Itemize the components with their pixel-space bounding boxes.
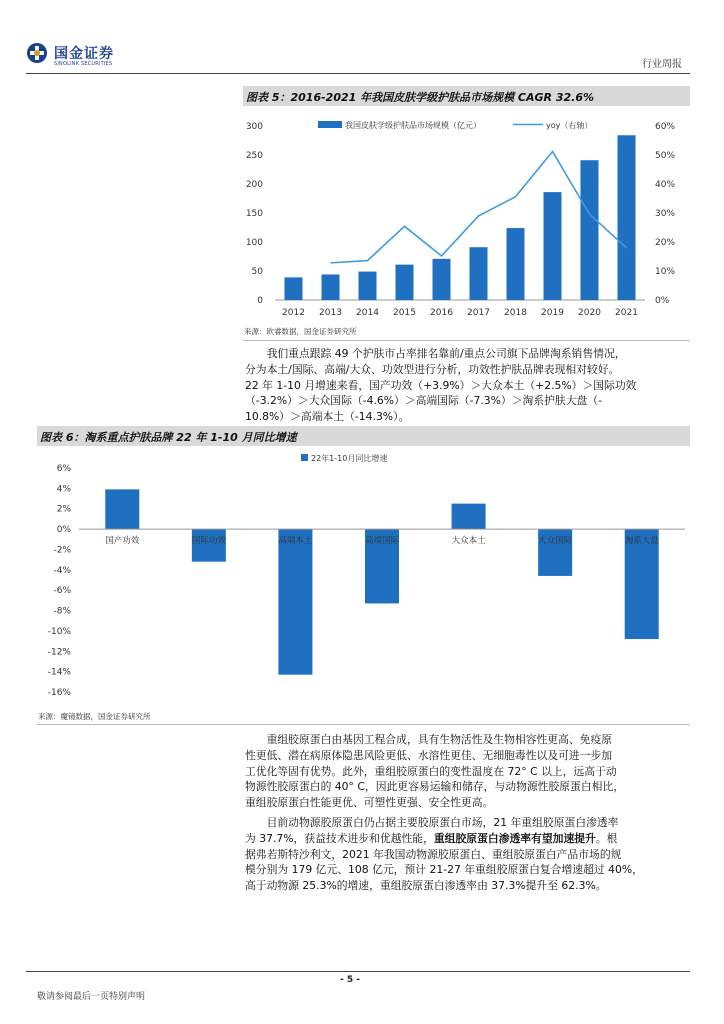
paragraph-line: （-3.2%）＞大众国际（-4.6%）＞高端国际（-7.3%）＞淘系护肤大盘（- [245,394,602,408]
x-tick-label: 2018 [504,308,527,318]
x-tick-label: 2013 [319,308,342,318]
text-run: 为 37.7%，获益技术进步和优越性能， [245,831,434,845]
x-tick-label: 淘系大盘 [624,536,659,547]
figure5-title-bar [243,86,690,106]
figure5-source: 来源：欧睿数据，国金证券研究所 [244,327,357,336]
y-tick-label: -8% [53,606,71,617]
x-tick-label: 2016 [430,308,453,318]
paragraph-line: 高于动物源 25.3%的增速，重组胶原蛋白渗透率由 37.3%提升至 62.3%。 [245,879,607,893]
logo-chinese-name: 国金证券 [54,46,114,62]
y-right-tick-label: 10% [655,267,676,277]
y-tick-label: -6% [53,586,71,597]
y-left-tick-label: 100 [245,238,263,248]
x-tick-label: 2021 [615,308,638,318]
paragraph-line: 模分别为 179 亿元、108 亿元，预计 21-27 年重组胶原蛋白复合增速超过 40%， [245,863,643,877]
market-size-bar [359,272,377,300]
y-tick-label: 2% [56,504,71,515]
y-tick-label: -4% [53,565,71,576]
growth-bar [278,529,312,675]
logo-english-name: SINOLINK SECURITIES [54,61,113,67]
x-tick-label: 大众国际 [538,536,573,547]
y-tick-label: -12% [47,647,71,658]
logo-mark-icon [26,42,48,64]
figure5-rule [243,340,690,341]
legend-bar-label: 我国皮肤学级护肤品市场规模（亿元） [345,121,481,130]
y-left-tick-label: 200 [245,180,263,190]
paragraph-line: 10.8%）＞高端本土（-14.3%）。 [245,410,410,424]
page-number: - 5 - [340,975,360,985]
paragraph-recombinant-collagen [245,732,690,811]
report-category: 行业周报 [642,59,682,70]
y-left-tick-label: 250 [245,151,263,161]
paragraph-brand-growth [245,346,690,425]
paragraph-line: 目前动物源胶原蛋白仍占据主要胶原蛋白市场，21 年重组胶原蛋白渗透率 [266,816,619,829]
market-size-bar [285,277,303,300]
x-tick-label: 2020 [578,308,601,318]
market-size-bar [470,247,488,300]
legend-line-label: yoy（右轴） [546,121,593,130]
x-tick-label: 2015 [393,308,416,318]
paragraph-line [245,831,690,847]
legend-bar-label: 22年1-10月同比增速 [311,454,388,463]
x-tick-label: 国际功效 [191,536,226,547]
y-left-tick-label: 0 [257,296,263,306]
figure6-source: 来源：魔镜数据，国金证券研究所 [38,712,151,721]
y-right-tick-label: 30% [655,209,676,219]
legend-bar-swatch [301,454,308,461]
footer-rule [26,971,690,972]
figure6-title: 图表 6：淘系重点护肤品牌 22 年 1-10 月同比增速 [40,431,297,444]
market-size-bar [507,228,525,300]
company-logo [26,40,146,70]
x-tick-label: 2017 [467,308,490,318]
market-size-bar [544,192,562,300]
growth-bar [452,504,486,529]
paragraph-line: 工优化等固有优势。此外，重组胶原蛋白的变性温度在 72° C 以上，远高于动 [245,764,617,778]
figure6-rule [37,724,690,725]
y-tick-label: 6% [56,464,71,474]
x-tick-label: 高端本土 [278,536,313,547]
y-tick-label: 0% [56,525,71,536]
paragraph-penetration-rate [245,815,690,894]
y-right-tick-label: 40% [655,180,676,190]
footer-disclaimer: 敬请参阅最后一页特别声明 [37,992,146,1002]
paragraph-line: 性更低、潜在病原体隐患风险更低、水溶性更佳、无细胞毒性以及可进一步加 [245,748,613,762]
header-rule [26,73,690,74]
x-tick-label: 2012 [282,308,305,318]
highlight-text: 重组胶原蛋白渗透率有望加速提升 [433,831,596,845]
market-size-bar [433,259,451,300]
growth-bar [105,489,139,529]
y-tick-label: -14% [47,667,71,678]
market-size-bar [322,274,340,300]
x-tick-label: 高端国际 [364,536,400,547]
y-right-tick-label: 0% [655,296,670,306]
text-run: 。根 [595,831,618,845]
y-right-tick-label: 50% [655,151,676,161]
market-size-bar [618,135,636,300]
y-tick-label: -2% [53,545,71,556]
y-tick-label: -16% [47,688,71,698]
y-left-tick-label: 50 [251,267,263,277]
x-tick-label: 2019 [541,308,564,318]
y-left-tick-label: 300 [245,122,263,132]
market-size-chart [243,112,690,322]
x-tick-label: 2014 [356,308,379,318]
figure6-title-bar [37,426,690,446]
legend-bar-swatch [318,121,342,128]
y-tick-label: 4% [56,484,71,495]
market-size-bar [396,265,414,300]
paragraph-line: 重组胶原蛋白由基因工程合成，具有生物活性及生物相容性更高、免疫原 [266,733,613,746]
paragraph-line: 22 年 1-10 月增速来看，国产功效（+3.9%）＞大众本土（+2.5%）＞国际功效 [245,378,637,392]
paragraph-line: 分为本土/国际、高端/大众、功效型进行分析，功效性护肤品牌表现相对较好。 [245,362,620,376]
paragraph-line: 物源性胶原蛋白的 40° C，因此更容易运输和储存，与动物源性胶原蛋白相比， [245,780,625,794]
market-size-bar [581,160,599,300]
paragraph-line: 我们重点跟踪 49 个护肤市占率排名靠前/重点公司旗下品牌淘系销售情况， [266,347,626,360]
y-right-tick-label: 60% [655,122,676,132]
x-tick-label: 国产功效 [105,536,140,547]
y-right-tick-label: 20% [655,238,676,248]
y-left-tick-label: 150 [245,209,263,219]
y-tick-label: -10% [47,626,71,637]
x-tick-label: 大众本土 [451,536,486,547]
figure5-title: 图表 5：2016-2021 年我国皮肤学级护肤品市场规模 CAGR 32.6% [246,91,595,104]
brand-growth-chart [37,448,690,704]
paragraph-line: 据弗若斯特沙利文，2021 年我国动物源胶原蛋白、重组胶原蛋白产品市场的规 [245,847,622,861]
paragraph-line: 重组胶原蛋白性能更优、可塑性更强、安全性更高。 [245,796,494,810]
